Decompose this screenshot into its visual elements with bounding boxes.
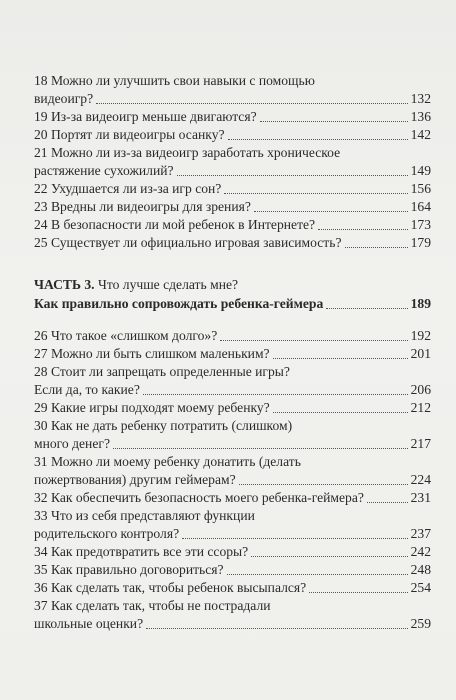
part3-title: Что лучше сделать мне? [98, 277, 239, 292]
toc-entry-26[interactable]: 26 Что такое «слишком долго»? 192 [34, 328, 431, 343]
page-number: 224 [410, 472, 431, 487]
page-number: 254 [410, 580, 431, 595]
leader-dots [146, 627, 407, 629]
page-number: 149 [410, 163, 431, 178]
page-number: 132 [410, 91, 431, 106]
toc-entry-31-line1: 31 Можно ли моему ребенку донатить (делать [34, 454, 301, 469]
page-number: 164 [410, 199, 431, 214]
page-number: 156 [410, 181, 431, 196]
page-number: 192 [410, 328, 431, 343]
leader-dots [273, 357, 408, 359]
page-number: 217 [410, 436, 431, 451]
toc-entry-21-line1: 21 Можно ли из-за видеоигр заработать хроническое [34, 145, 341, 160]
toc-entry-34[interactable]: 34 Как предотвратить все эти ссоры? 242 [34, 544, 431, 559]
leader-dots [228, 138, 408, 140]
leader-dots [318, 228, 408, 230]
toc-entry-18-line1: 18 Можно ли улучшить свои навыки с помощью [34, 73, 315, 88]
leader-dots [367, 501, 408, 503]
toc-entry-21[interactable]: растяжение сухожилий? 149 [34, 163, 431, 178]
part3-label: ЧАСТЬ 3. [34, 277, 95, 292]
page-number: 142 [410, 127, 431, 142]
toc-entry-19[interactable]: 19 Из-за видеоигр меньше двигаются? 136 [34, 109, 431, 124]
toc-entry-32[interactable]: 32 Как обеспечить безопасность моего ребенка-геймера? 231 [34, 490, 431, 505]
leader-dots [326, 307, 407, 309]
toc-entry-31[interactable]: пожертвования) другим геймерам? 224 [34, 472, 431, 487]
toc-entry-33[interactable]: родительского контроля? 237 [34, 526, 431, 541]
toc-entry-24[interactable]: 24 В безопасности ли мой ребенок в Интернете? 173 [34, 217, 431, 232]
leader-dots [345, 246, 408, 248]
leader-dots [177, 174, 408, 176]
leader-dots [182, 537, 408, 539]
toc-entry-36[interactable]: 36 Как сделать так, чтобы ребенок высыпался? 254 [34, 580, 431, 595]
page-number: 179 [410, 235, 431, 250]
toc-entry-20[interactable]: 20 Портят ли видеоигры осанку? 142 [34, 127, 431, 142]
leader-dots [113, 447, 408, 449]
leader-dots [143, 393, 408, 395]
toc-entry-28[interactable]: Если да, то какие? 206 [34, 382, 431, 397]
toc-entry-28-line1: 28 Стоит ли запрещать определенные игры? [34, 364, 290, 379]
leader-dots [309, 591, 407, 593]
leader-dots [254, 210, 408, 212]
leader-dots [227, 573, 408, 575]
toc-entry-29[interactable]: 29 Какие игры подходят моему ребенку? 212 [34, 400, 431, 415]
toc-entry-35[interactable]: 35 Как правильно договориться? 248 [34, 562, 431, 577]
leader-dots [224, 192, 407, 194]
page-number: 206 [410, 382, 431, 397]
leader-dots [260, 120, 408, 122]
toc-entry-33-line1: 33 Что из себя представляют функции [34, 508, 255, 523]
leader-dots [273, 411, 408, 413]
toc-entry-22[interactable]: 22 Ухудшается ли из-за игр сон? 156 [34, 181, 431, 196]
page-number: 242 [410, 544, 431, 559]
page-number: 189 [410, 296, 431, 311]
leader-dots [96, 102, 407, 104]
page-number: 173 [410, 217, 431, 232]
leader-dots [239, 483, 408, 485]
part3-entry[interactable]: Как правильно сопровождать ребенка-геймера 189 [34, 296, 431, 311]
page-number: 231 [410, 490, 431, 505]
page-number: 201 [410, 346, 431, 361]
page-number: 248 [410, 562, 431, 577]
toc-entry-25[interactable]: 25 Существует ли официально игровая зависимость? 179 [34, 235, 431, 250]
page-number: 212 [410, 400, 431, 415]
toc-entry-23[interactable]: 23 Вредны ли видеоигры для зрения? 164 [34, 199, 431, 214]
toc-entry-37-line1: 37 Как сделать так, чтобы не пострадали [34, 598, 271, 613]
page-number: 136 [410, 109, 431, 124]
page-number: 237 [410, 526, 431, 541]
part3-heading [34, 276, 431, 294]
toc-entry-37[interactable]: школьные оценки? 259 [34, 616, 431, 631]
leader-dots [220, 339, 407, 341]
toc-entry-18[interactable]: видеоигр? 132 [34, 91, 431, 106]
page-number: 259 [410, 616, 431, 631]
toc-entry-27[interactable]: 27 Можно ли быть слишком маленьким? 201 [34, 346, 431, 361]
toc-entry-30[interactable]: много денег? 217 [34, 436, 431, 451]
leader-dots [251, 555, 407, 557]
toc-entry-30-line1: 30 Как не дать ребенку потратить (слишком) [34, 418, 293, 433]
